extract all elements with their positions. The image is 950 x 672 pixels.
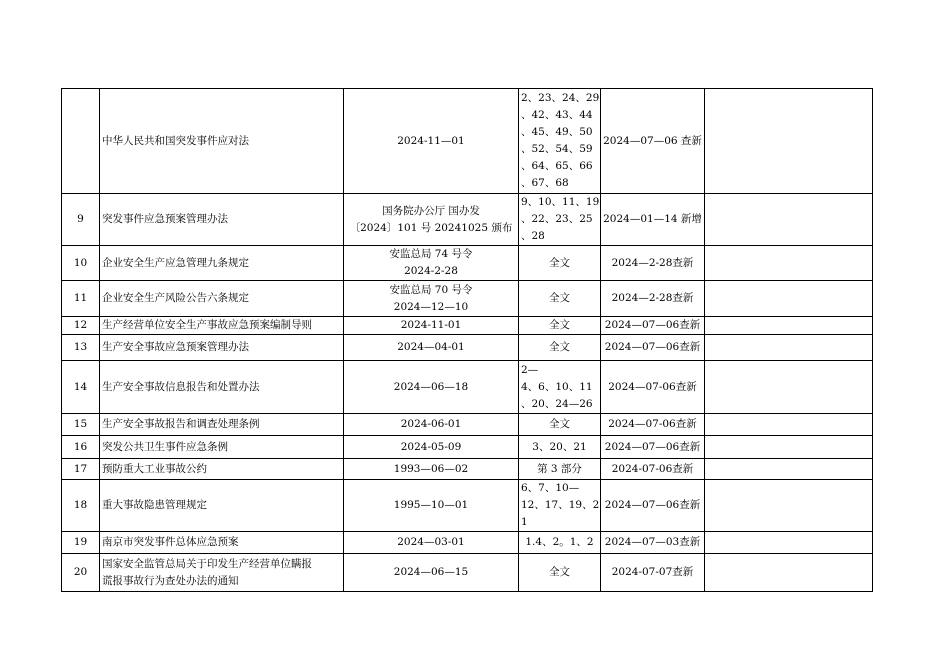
cell-check-status: 2024—07—06查新 [601, 317, 705, 335]
cell-check-status: 2024—07—06 查新 [601, 89, 705, 194]
cell-line: 2024—04-01 [397, 341, 465, 353]
cell-line: 安监总局 74 号令 [389, 248, 473, 260]
cell-regulation-name [100, 554, 344, 592]
cell-regulation-name [100, 459, 344, 480]
cell-line: 、52、54、59 [521, 143, 593, 155]
cell-line: 突发公共卫生事件应急条例 [102, 440, 228, 453]
cell-line: 1993—06—02 [393, 462, 469, 475]
cell-regulation-name [100, 317, 344, 335]
cell-line: 2024-06-01 [400, 418, 462, 430]
cell-remark [705, 436, 873, 459]
cell-line: 突发事件应急预案管理办法 [102, 213, 228, 225]
cell-line: 、45、49、50 [521, 126, 593, 138]
cell-regulation-name [100, 436, 344, 459]
cell-line: 2024—12—10 [393, 300, 469, 313]
cell-line: 1995—10—01 [393, 499, 469, 511]
cell-line: 2024-2-28 [404, 265, 458, 277]
cell-remark [705, 554, 873, 592]
cell-line: 生产经营单位安全生产事故应急预案编制导则 [102, 319, 312, 331]
cell-remark [705, 281, 873, 317]
cell-number: 10 [62, 246, 100, 281]
cell-regulation-name [100, 89, 344, 194]
cell-check-status: 2024-07-07查新 [601, 554, 705, 592]
cell-regulation-name [100, 281, 344, 317]
table-row [62, 335, 873, 361]
cell-articles [519, 459, 601, 480]
cell-effective-date [344, 414, 519, 436]
cell-line: 、28 [521, 230, 545, 242]
cell-line: 全文 [549, 566, 570, 578]
regulations-table [61, 88, 873, 592]
cell-articles [519, 532, 601, 554]
cell-articles [519, 414, 601, 436]
cell-regulation-name [100, 414, 344, 436]
cell-effective-date [344, 361, 519, 414]
cell-line: 国家安全监管总局关于印发生产经营单位瞒报 [102, 557, 312, 570]
cell-number: 19 [62, 532, 100, 554]
table-row [62, 246, 873, 281]
cell-effective-date [344, 246, 519, 281]
cell-articles [519, 335, 601, 361]
cell-line: 全文 [549, 256, 570, 269]
cell-line: 中华人民共和国突发事件应对法 [102, 134, 249, 147]
cell-effective-date [344, 335, 519, 361]
cell-line: 2— [521, 363, 539, 376]
cell-line: 企业安全生产风险公告六条规定 [102, 292, 249, 304]
cell-line: 、64、65、66 [521, 160, 593, 172]
table-row [62, 194, 873, 246]
cell-number: 12 [62, 317, 100, 335]
cell-check-status: 2024—2-28查新 [601, 246, 705, 281]
cell-number: 13 [62, 335, 100, 361]
cell-line: 、67、68 [521, 177, 569, 189]
cell-effective-date [344, 532, 519, 554]
table-row [62, 436, 873, 459]
cell-line: 安监总局 70 号令 [389, 283, 473, 296]
cell-line: 2024—06—15 [393, 566, 469, 578]
cell-number: 9 [62, 194, 100, 246]
cell-line: 全文 [549, 341, 570, 353]
cell-line: 生产安全事故应急预案管理办法 [102, 341, 249, 353]
cell-line: 2024-05-09 [400, 440, 462, 453]
cell-remark [705, 317, 873, 335]
cell-line: 2024—06—18 [393, 380, 469, 393]
table-row [62, 480, 873, 532]
table-row [62, 532, 873, 554]
cell-number: 18 [62, 480, 100, 532]
cell-line: 6、7、10— [521, 482, 580, 494]
cell-line: 全文 [549, 292, 570, 304]
cell-remark [705, 194, 873, 246]
cell-line: 企业安全生产应急管理九条规定 [102, 256, 249, 269]
cell-regulation-name [100, 246, 344, 281]
cell-number: 14 [62, 361, 100, 414]
cell-line: 9、10、11、19 [521, 196, 600, 208]
cell-effective-date [344, 554, 519, 592]
cell-articles [519, 554, 601, 592]
cell-remark [705, 532, 873, 554]
cell-number: 15 [62, 414, 100, 436]
cell-regulation-name [100, 480, 344, 532]
cell-check-status: 2024—2-28查新 [601, 281, 705, 317]
cell-remark [705, 361, 873, 414]
table-row [62, 361, 873, 414]
cell-regulation-name [100, 335, 344, 361]
cell-articles [519, 89, 601, 194]
cell-line: 谎报事故行为查处办法的通知 [102, 574, 239, 587]
cell-number: 20 [62, 554, 100, 592]
cell-articles [519, 317, 601, 335]
cell-line: 1 [521, 516, 528, 528]
cell-line: 第 3 部分 [537, 462, 582, 475]
cell-regulation-name [100, 361, 344, 414]
cell-line: 3、20、21 [532, 440, 587, 453]
cell-line: 南京市突发事件总体应急预案 [102, 536, 239, 548]
cell-articles [519, 194, 601, 246]
table-row [62, 414, 873, 436]
cell-articles [519, 436, 601, 459]
cell-check-status: 2024—07—06查新 [601, 436, 705, 459]
table-row [62, 459, 873, 480]
cell-articles [519, 246, 601, 281]
cell-number: 11 [62, 281, 100, 317]
table-row [62, 317, 873, 335]
cell-effective-date [344, 194, 519, 246]
cell-remark [705, 459, 873, 480]
cell-line: 、20、24—26 [521, 397, 593, 410]
cell-effective-date [344, 89, 519, 194]
table-row [62, 554, 873, 592]
cell-line: 〔2024〕101 号 20241025 颁布 [349, 221, 513, 234]
cell-line: 预防重大工业事故公约 [102, 462, 207, 475]
cell-remark [705, 480, 873, 532]
cell-articles [519, 361, 601, 414]
cell-number: 17 [62, 459, 100, 480]
cell-number [62, 89, 100, 194]
cell-regulation-name [100, 194, 344, 246]
cell-effective-date [344, 459, 519, 480]
cell-check-status: 2024-07-06查新 [601, 459, 705, 480]
cell-articles [519, 480, 601, 532]
cell-check-status: 2024—07-06查新 [601, 361, 705, 414]
cell-line: 12、17、19、2 [521, 499, 600, 511]
cell-check-status: 2024—07—06查新 [601, 480, 705, 532]
cell-effective-date [344, 317, 519, 335]
cell-line: 2、23、24、29 [521, 92, 600, 104]
cell-remark [705, 414, 873, 436]
cell-check-status: 2024—07—06查新 [601, 335, 705, 361]
cell-line: 全文 [549, 418, 570, 430]
cell-line: 生产安全事故信息报告和处置办法 [102, 380, 260, 393]
cell-effective-date [344, 436, 519, 459]
cell-line: 1.4、2。1、2 [525, 536, 594, 548]
table-row [62, 89, 873, 194]
cell-line: 4、6、10、11 [521, 380, 593, 393]
cell-line: 、42、43、44 [521, 109, 593, 121]
cell-line: 、22、23、25 [521, 213, 593, 225]
cell-remark [705, 246, 873, 281]
cell-check-status: 2024—07-06查新 [601, 414, 705, 436]
cell-line: 重大事故隐患管理规定 [102, 499, 207, 511]
cell-line: 国务院办公厅 国办发 [382, 204, 480, 217]
cell-line: 全文 [549, 319, 570, 331]
cell-regulation-name [100, 532, 344, 554]
regulations-table-body [62, 89, 873, 592]
cell-number: 16 [62, 436, 100, 459]
cell-line: 2024—03-01 [397, 536, 465, 548]
cell-line: 2024-11-01 [400, 319, 462, 331]
cell-check-status: 2024—01—14 新增 [601, 194, 705, 246]
cell-line: 2024-11—01 [397, 134, 465, 147]
cell-articles [519, 281, 601, 317]
cell-effective-date [344, 480, 519, 532]
table-row [62, 281, 873, 317]
cell-remark [705, 335, 873, 361]
cell-line: 生产安全事故报告和调查处理条例 [102, 418, 260, 430]
cell-check-status: 2024—07—03查新 [601, 532, 705, 554]
cell-remark [705, 89, 873, 194]
cell-effective-date [344, 281, 519, 317]
